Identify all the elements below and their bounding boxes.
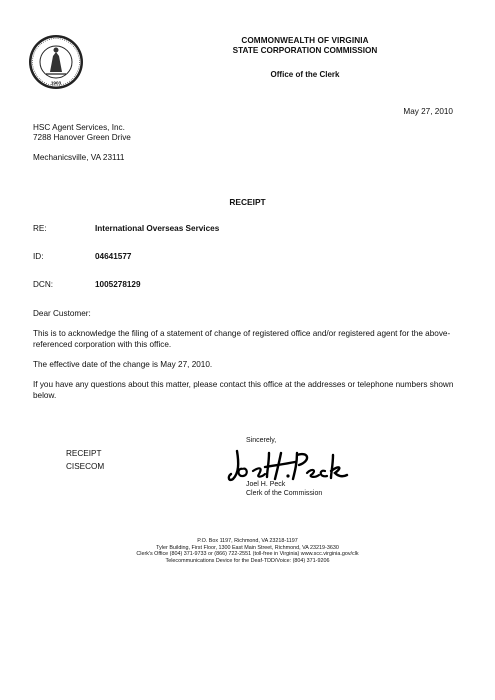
recipient-street: 7288 Hanover Green Drive	[33, 133, 131, 142]
body-paragraph-2: The effective date of the change is May 27, 2010.	[33, 360, 213, 369]
footer-line-3: Clerk's Office (804) 371-9733 or (866) 722-2551 (toll-free in Virginia) www.scc.virginia.gov/clk	[136, 551, 359, 558]
footer	[0, 538, 495, 564]
left-block-cisecom: CISECOM	[66, 462, 105, 471]
handwritten-signature	[225, 447, 355, 489]
body-paragraph-3: If you have any questions about this matter, please contact this office at the addresses or telephone numbers shown below.	[33, 380, 454, 400]
signature-script-text: Joel H. Peck	[225, 447, 231, 448]
field-value-dcn: 1005278129	[95, 280, 141, 289]
signer-name: Joel H. Peck	[246, 481, 286, 488]
footer-line-2: Tyler Building, First Floor, 1300 East Main Street, Richmond, VA 23219-3630	[156, 544, 339, 551]
field-value-re: International Overseas Services	[95, 224, 220, 233]
seal-year: 1903	[50, 80, 62, 86]
header-commonwealth: COMMONWEALTH OF VIRGINIA	[241, 36, 369, 45]
closing: Sincerely,	[246, 437, 277, 444]
field-value-id: 04641577	[95, 252, 132, 261]
header-commission: STATE CORPORATION COMMISSION	[232, 46, 378, 55]
footer-line-4: Telecommunications Device for the Deaf-TDD/Voice: (804) 371-9206	[165, 557, 330, 564]
header-office: Office of the Clerk	[270, 70, 340, 79]
field-label-re: RE:	[33, 224, 47, 233]
signer-title: Clerk of the Commission	[246, 490, 323, 497]
footer-line-1: P.O. Box 1197, Richmond, VA 23218-1197	[197, 538, 298, 544]
recipient-name: HSC Agent Services, Inc.	[33, 123, 125, 132]
letter-date: May 27, 2010	[403, 107, 453, 116]
left-block-receipt: RECEIPT	[66, 449, 102, 458]
field-label-id: ID:	[33, 252, 44, 261]
recipient-city: Mechanicsville, VA 23111	[33, 153, 125, 162]
body-paragraph-1: This is to acknowledge the filing of a statement of change of registered office and/or registered agent for the above-referenced corporation with this office.	[33, 329, 451, 349]
commonwealth-seal	[28, 34, 84, 90]
salutation: Dear Customer:	[33, 309, 91, 318]
receipt-title: RECEIPT	[229, 197, 266, 207]
field-label-dcn: DCN:	[33, 280, 54, 289]
